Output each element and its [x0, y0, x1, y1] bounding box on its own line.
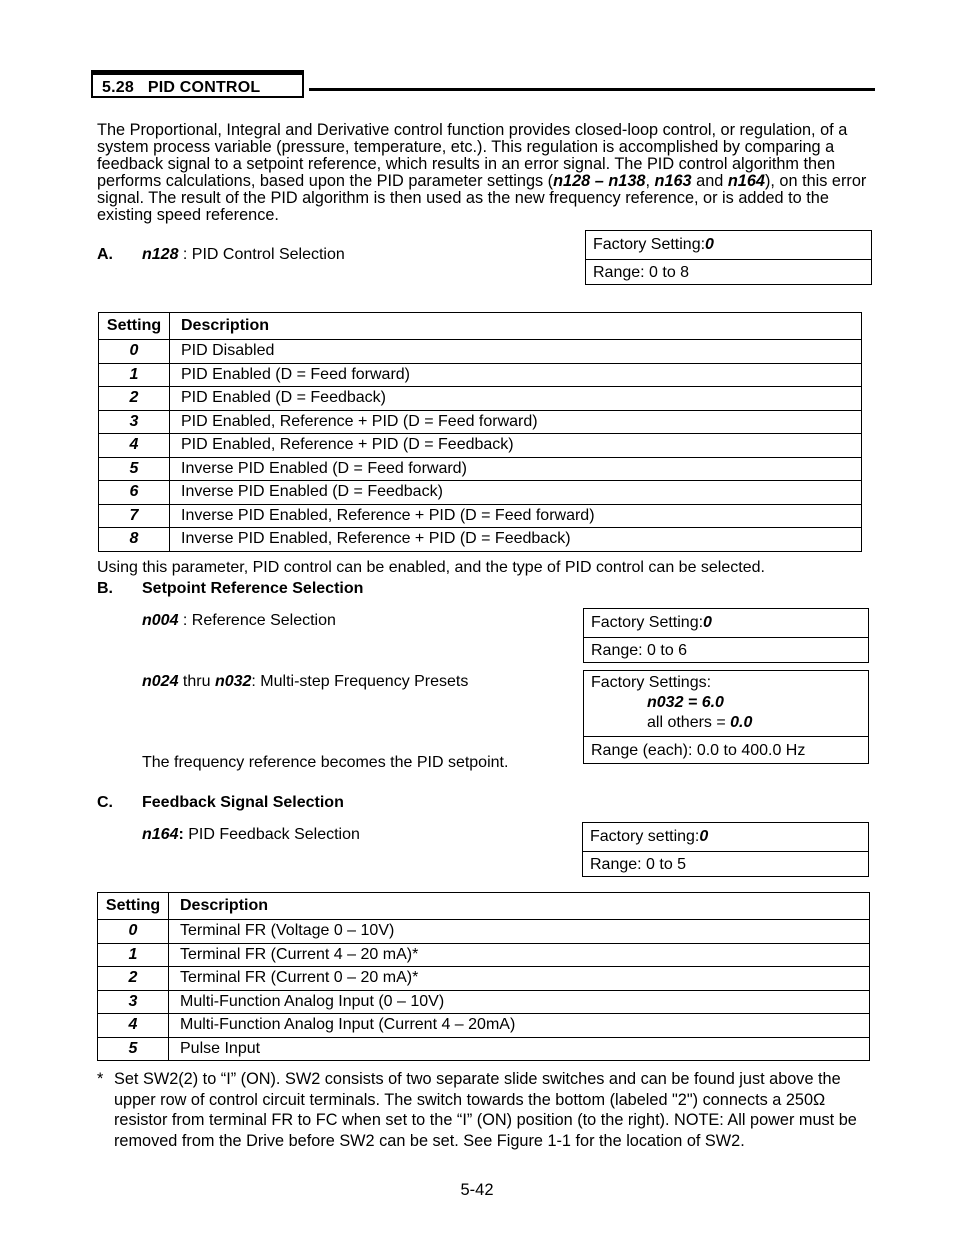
description-cell: Inverse PID Enabled, Reference + PID (D = Feed forward) [170, 504, 862, 528]
table-header-row [99, 313, 862, 340]
table-row [99, 387, 862, 411]
table-row [98, 990, 870, 1014]
factory-setting-label: Factory Setting: [591, 614, 704, 631]
n004-settings-box [583, 608, 869, 663]
intro-paragraph [97, 122, 872, 224]
description-cell: Inverse PID Enabled (D = Feedback) [170, 481, 862, 505]
setting-cell: 0 [98, 920, 169, 944]
description-cell: Inverse PID Enabled (D = Feed forward) [170, 457, 862, 481]
table-row [99, 528, 862, 552]
param-code-start: n024 [142, 673, 179, 690]
range-row: Range (each): 0.0 to 400.0 Hz [584, 736, 868, 764]
param-label: : Reference Selection [178, 612, 336, 629]
setting-cell: 4 [98, 1014, 169, 1038]
footnote [97, 1069, 867, 1151]
description-cell: Terminal FR (Current 4 – 20 mA)* [169, 943, 870, 967]
description-cell: Terminal FR (Current 0 – 20 mA)* [169, 967, 870, 991]
param-code: n164 [142, 826, 179, 843]
table-row [98, 1037, 870, 1061]
param-label: : Multi-step Frequency Presets [251, 673, 469, 690]
range-row: Range: 0 to 8 [586, 259, 871, 285]
intro-param-n163: n163 [654, 172, 692, 190]
description-column-header: Description [170, 313, 862, 340]
factory-setting-value: 0 [703, 614, 712, 631]
setting-cell: 8 [99, 528, 170, 552]
n128-settings-box [585, 230, 872, 285]
description-cell: Inverse PID Enabled, Reference + PID (D = Feedback) [170, 528, 862, 552]
n164-settings-box [582, 822, 869, 877]
section-b-title: Setpoint Reference Selection [142, 580, 364, 597]
table-row [99, 434, 862, 458]
page-number: 5-42 [460, 1181, 494, 1199]
n128-settings-table [98, 312, 862, 552]
description-column-header: Description [169, 893, 870, 920]
table-header-row [98, 893, 870, 920]
param-thru: thru [178, 673, 215, 690]
intro-text-4: ), on this error signal. The result of the PID algorithm is then used as the new frequency reference, or is added to the existing speed reference. [97, 172, 867, 224]
factory-setting-row [586, 231, 871, 259]
section-a-letter: A. [97, 246, 113, 263]
intro-text-3: and [691, 172, 728, 190]
description-cell: PID Disabled [170, 340, 862, 364]
setting-column-header: Setting [99, 313, 170, 340]
param-label: : PID Control Selection [178, 246, 345, 263]
factory-setting-row [583, 823, 868, 851]
setting-column-header: Setting [98, 893, 169, 920]
param-code-end: n032 [214, 673, 252, 690]
setting-cell: 1 [99, 363, 170, 387]
description-cell: PID Enabled (D = Feedback) [170, 387, 862, 411]
intro-text-2: , [645, 172, 655, 190]
description-cell: PID Enabled, Reference + PID (D = Feed forward) [170, 410, 862, 434]
factory-setting-label: Factory setting: [590, 828, 700, 845]
table-row [98, 1014, 870, 1038]
description-cell: PID Enabled, Reference + PID (D = Feedback) [170, 434, 862, 458]
range-row: Range: 0 to 5 [583, 851, 868, 877]
param-label: PID Feedback Selection [183, 826, 360, 843]
intro-param-range: n128 – n138 [553, 172, 646, 190]
setting-cell: 4 [99, 434, 170, 458]
section-a-parameter [142, 246, 345, 264]
table-row [98, 967, 870, 991]
setting-cell: 5 [99, 457, 170, 481]
factory-setting-others-value: 0.0 [730, 714, 753, 731]
table-row [99, 504, 862, 528]
param-code: n004 [142, 612, 179, 629]
section-rule [309, 88, 875, 91]
setting-cell: 5 [98, 1037, 169, 1061]
description-cell: Multi-Function Analog Input (0 – 10V) [169, 990, 870, 1014]
factory-settings-block [584, 671, 868, 736]
table-row [98, 943, 870, 967]
description-cell: PID Enabled (D = Feed forward) [170, 363, 862, 387]
table-row [99, 340, 862, 364]
table-row [99, 481, 862, 505]
factory-setting-value: 0 [705, 236, 714, 253]
factory-settings-label: Factory Settings: [591, 674, 712, 691]
table-row [98, 920, 870, 944]
range-row: Range: 0 to 6 [584, 637, 868, 663]
factory-setting-others [591, 713, 861, 733]
section-b-letter: B. [97, 580, 113, 597]
setting-cell: 3 [98, 990, 169, 1014]
table-row [99, 457, 862, 481]
description-cell: Multi-Function Analog Input (Current 4 – 20mA) [169, 1014, 870, 1038]
factory-setting-row [584, 609, 868, 637]
n164-parameter [142, 826, 360, 844]
n024-n032-parameter [142, 673, 468, 691]
factory-setting-n032: n032 = 6.0 [647, 694, 724, 711]
param-colon: : [178, 826, 184, 843]
setting-cell: 1 [98, 943, 169, 967]
factory-setting-label: Factory Setting: [593, 236, 706, 253]
setting-cell: 3 [99, 410, 170, 434]
setting-cell: 7 [99, 504, 170, 528]
table-row [99, 363, 862, 387]
section-heading [91, 70, 304, 98]
footnote-text: Set SW2(2) to “I” (ON). SW2 consists of two separate slide switches and can be found just above the upper row of control circuit terminals. The switch towards the bottom (labeled "2") connects a 250Ω resistor from terminal FR to FC when set to the “I” (ON) position (to the right). NOTE: All power must be removed from the Drive before SW2 can be set. See Figure 1-1 for the location of SW2. [114, 1070, 857, 1150]
intro-param-n164: n164 [727, 172, 765, 190]
n164-settings-table [97, 892, 870, 1061]
table-row [99, 410, 862, 434]
param-code: n128 [142, 246, 179, 263]
setpoint-note: The frequency reference becomes the PID setpoint. [142, 754, 509, 771]
section-c-letter: C. [97, 794, 113, 811]
footnote-mark: * [97, 1070, 104, 1088]
section-number: 5.28 [102, 79, 134, 96]
factory-setting-value: 0 [699, 828, 709, 845]
n128-usage-note: Using this parameter, PID control can be enabled, and the type of PID control can be selected. [97, 559, 765, 576]
description-cell: Terminal FR (Voltage 0 – 10V) [169, 920, 870, 944]
setting-cell: 6 [99, 481, 170, 505]
intro-text-1: The Proportional, Integral and Derivative control function provides closed-loop control, or regulation, of a system process variable (pressure, temperature, etc.). This regulation is accomplished by comparing a feedback signal to a setpoint reference, which results in an error signal. The PID control algorithm then performs calculations, based upon the PID parameter settings ( [97, 121, 848, 190]
n004-parameter [142, 612, 336, 630]
factory-setting-others-label: all others = [647, 714, 731, 731]
section-title: PID CONTROL [147, 79, 261, 96]
n024-n032-settings-box [583, 670, 869, 764]
section-c-title: Feedback Signal Selection [142, 794, 344, 811]
setting-cell: 2 [98, 967, 169, 991]
setting-cell: 0 [99, 340, 170, 364]
setting-cell: 2 [99, 387, 170, 411]
description-cell: Pulse Input [169, 1037, 870, 1061]
